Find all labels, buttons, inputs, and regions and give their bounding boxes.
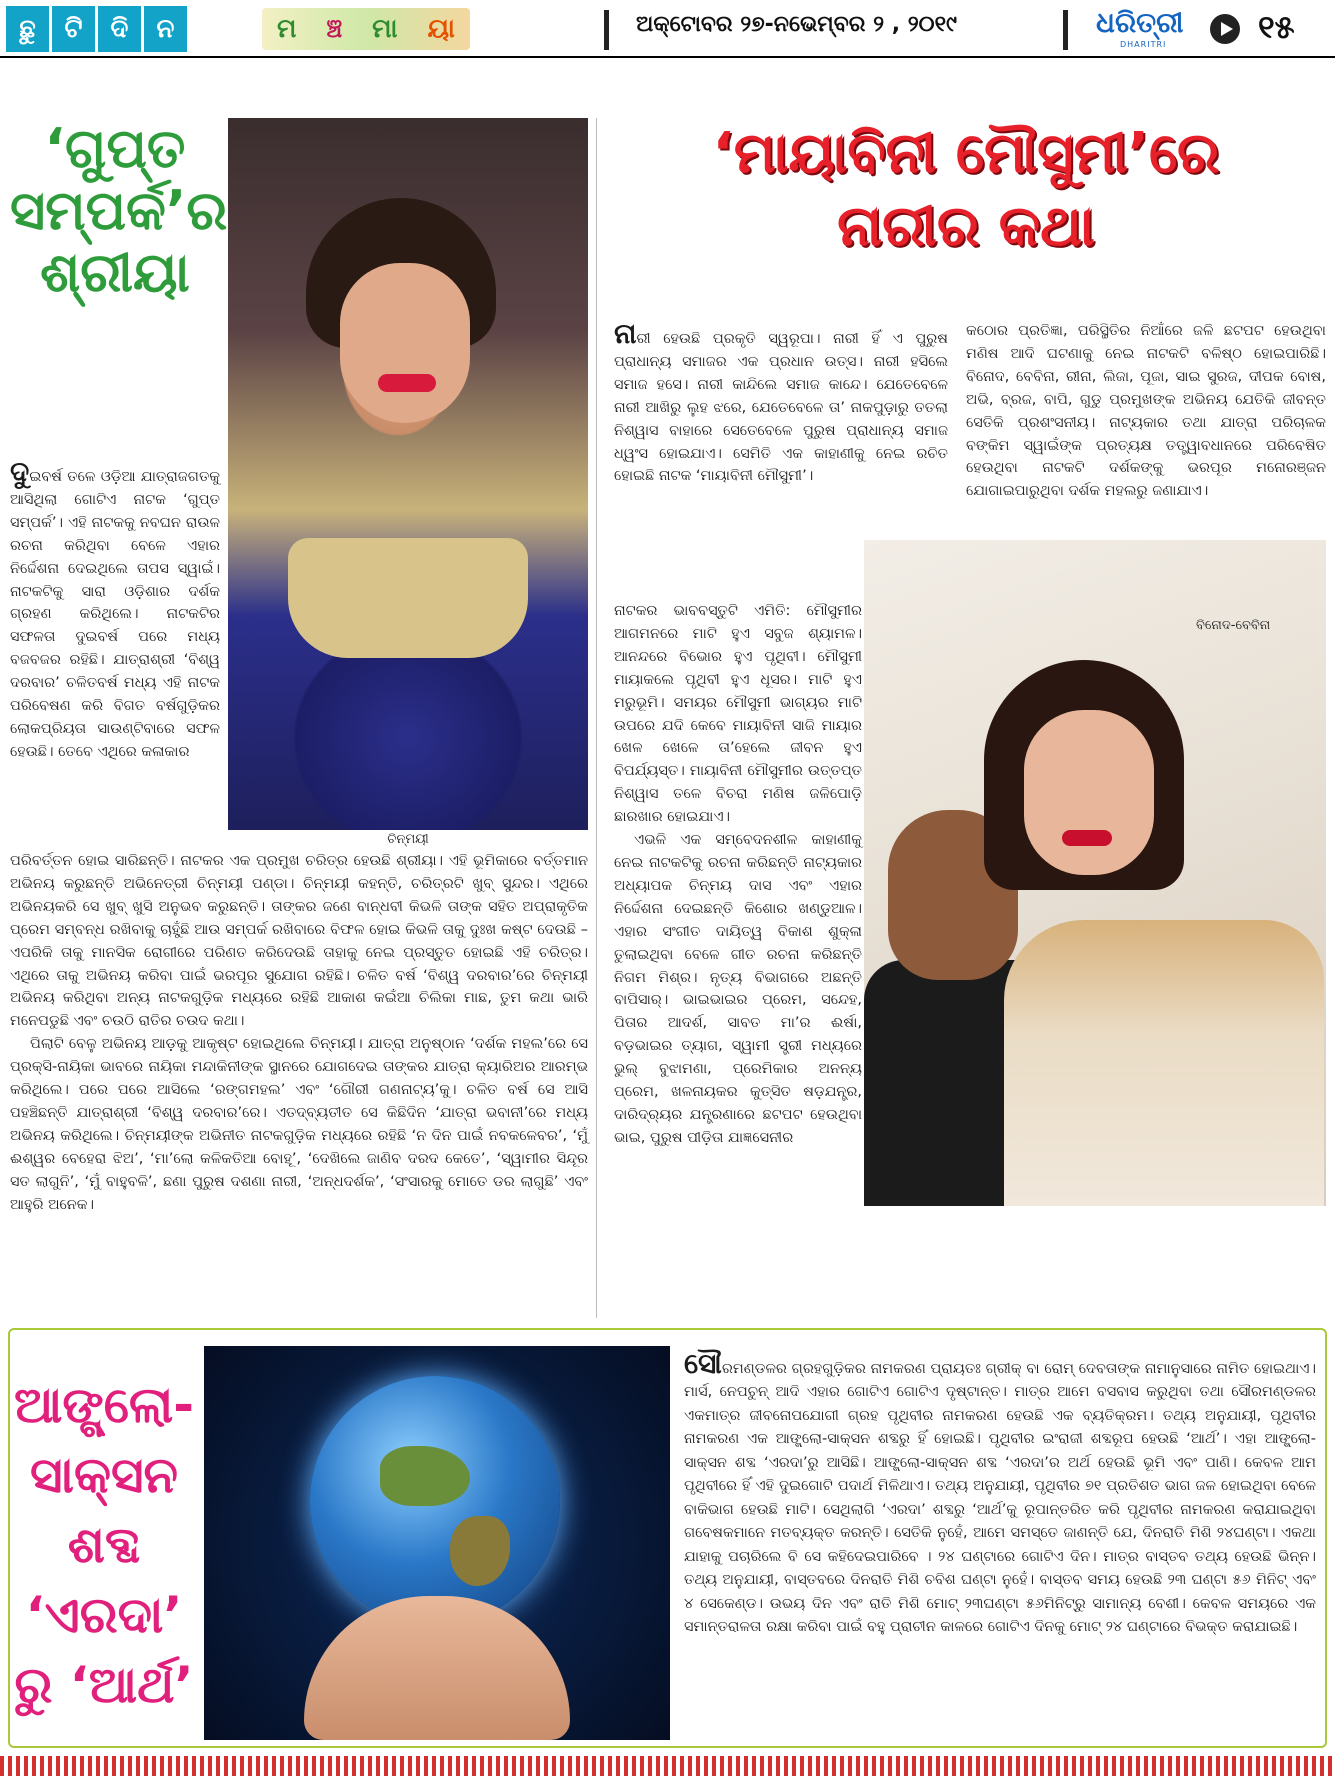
photo-caption: ଚିନ୍ମୟୀ bbox=[387, 832, 429, 847]
couple-photo bbox=[864, 540, 1326, 1206]
section-letter: ଛୁ bbox=[6, 6, 52, 52]
photo-woman-face bbox=[1024, 710, 1154, 875]
earth-globe bbox=[310, 1376, 560, 1626]
page-number: ୧୫ bbox=[1258, 8, 1295, 46]
supplement-letter: ମା bbox=[372, 13, 398, 44]
headline-line: ରୁ ‘ଆର୍ଥ’ bbox=[14, 1656, 194, 1714]
right-story-headline bbox=[606, 118, 1326, 264]
headline-line: ‘ଏରଦା’ bbox=[25, 1586, 183, 1644]
photo-caption: ବିନୋଦ-ବେବିନା bbox=[1196, 618, 1271, 633]
cupped-hands bbox=[304, 1596, 570, 1740]
column-divider bbox=[596, 118, 597, 1318]
headline-line: ସମ୍ପର୍କ’ର bbox=[10, 179, 228, 243]
page-footer-bar bbox=[0, 1756, 1335, 1776]
photo-woman-body bbox=[1004, 920, 1324, 1206]
play-icon bbox=[1210, 14, 1240, 44]
bottom-story-headline bbox=[14, 1370, 194, 1720]
section-letter: ଟି bbox=[52, 6, 98, 52]
right-story-column-2 bbox=[966, 320, 1326, 503]
right-story-column-narrow bbox=[614, 600, 862, 1150]
article-paragraph: ପରିବର୍ତ୍ତନ ହୋଇ ସାରିଛନ୍ତି। ନାଟକର ଏକ ପ୍ରମୁଖ ଚରିତ୍ର ହେଉଛି ଶ୍ରୀୟା। ଏହି ଭୂମିକାରେ ବର୍ତ୍ତମାନ ଅଭିନୟ କରୁଛନ୍ତି ଅଭିନେତ୍ରୀ ଚିନ୍ମୟୀ ପଣ୍ଡା। ଚିନ୍ମୟୀ କହନ୍ତି, ଚରିତ୍ରଟି ଖୁବ୍ ସୁନ୍ଦର। ଏଥିରେ ଅଭିନୟକରି ସେ ଖୁବ୍ ଖୁସି ଅନୁଭବ କରୁଛନ୍ତି। ତାଙ୍କର ଜଣେ ବାନ୍ଧବୀ କିଭଳି ତାଙ୍କ ସହିତ ଅପ୍ରାକୃତିକ ପ୍ରେମ ସମ୍ବନ୍ଧ ରଖିବାକୁ ଚାହୁଁଛି ଆଉ ସମ୍ପର୍କ ରଖିବାରେ ବିଫଳ ହୋଇ କିଭଳି ତାକୁ ଦୁଃଖ କଷ୍ଟ ଦେଉଛି – ଏପରିକି ତାକୁ ମାନସିକ ରୋଗୀରେ ପରିଣତ କରିଦେଉଛି ତାହାକୁ ନେଇ ପ୍ରସ୍ତୁତ ହୋଇଛି ଏହି ଚରିତ୍ର। ଏଥିରେ ତାକୁ ଅଭିନୟ କରିବା ପାଇଁ ଭରପୂର ସୁଯୋଗ ରହିଛି। ଚଳିତ ବର୍ଷ ‘ବିଶ୍ୱ ଦରବାର’ରେ ଚିନ୍ମୟୀ ଅଭିନୟ କରିଥିବା ଅନ୍ୟ ନାଟକଗୁଡ଼ିକ ମଧ୍ୟରେ ରହିଛି ଆକାଶ କଇଁଆ ଚିଲିକା ମାଛ, ତୁମ କଥା ଭାରି ମନେପଡୁଛି ଏବଂ ଚଉଠି ରାତିର ଚଉଦ କଥା। bbox=[10, 853, 588, 1030]
header-divider bbox=[1063, 10, 1068, 50]
dropcap: ଦୁ bbox=[10, 455, 30, 488]
dropcap: ନା bbox=[614, 317, 637, 350]
photo-lips bbox=[378, 374, 436, 392]
dropcap: ସୌ bbox=[684, 1347, 722, 1380]
headline-line: ‘ଗୁପ୍ତ bbox=[44, 117, 186, 180]
supplement-letter: ୟା bbox=[427, 13, 455, 44]
headline-line: ‘ମାୟାବିନୀ ମୌସୁମୀ’ରେ bbox=[712, 121, 1220, 186]
page-header bbox=[0, 0, 1335, 58]
article-paragraph: ନାଟକର ଭାବବସ୍ତୁଟି ଏମିତି: ମୌସୁମୀର ଆଗମନରେ ମାଟି ହୁଏ ସବୁଜ ଶ୍ୟାମଳ। ଆନନ୍ଦରେ ବିଭୋର ହୁଏ ପୃଥିବୀ। ମୌସୁମୀ ମାୟାକଲେ ପୃଥିବୀ ହୁଏ ଧୂସର। ମାଟି ହୁଏ ମରୁଭୂମି। ସମୟର ମୌସୁମୀ ଭାଗ୍ୟର ମାଟି ଉପରେ ଯଦି କେବେ ମାୟାବିନୀ ସାଜି ମାୟାର ଖେଳ ଖେଳେ ତା’ହେଲେ ଜୀବନ ହୁଏ ବିପର୍ଯ୍ୟସ୍ତ। ମାୟାବିନୀ ମୌସୁମୀର ଉତ୍ତପ୍ତ ନିଶ୍ୱାସ ତଳେ ବିଚରା ମଣିଷ ଜଳିପୋଡ଼ି ଛାରଖାର ହୋଇଯାଏ। bbox=[614, 603, 862, 826]
right-story-intro bbox=[614, 317, 948, 488]
section-letter: ଦି bbox=[98, 6, 144, 52]
supplement-letter: ଞ୍ଚ bbox=[326, 13, 343, 44]
bottom-story-body bbox=[684, 1347, 1316, 1640]
actress-photo bbox=[228, 118, 588, 830]
headline-line: ଶ୍ରୀୟା bbox=[40, 241, 190, 305]
supplement-logo-manchamaya bbox=[262, 8, 470, 50]
newspaper-logo-subtitle: DHARITRI bbox=[1120, 40, 1167, 49]
article-paragraph: କଠୋର ପ୍ରତିଜ୍ଞା, ପରିସ୍ଥିତିର ନିଆଁରେ ଜଳି ଛଟପଟ ହେଉଥିବା ମଣିଷ ଆଦି ଘଟଣାକୁ ନେଇ ନାଟକଟି ବଳିଷ୍ଠ ହୋଇପାରିଛି। ବିନୋଦ, ବେବିନା, ରୀନା, ଲିଜା, ପୂଜା, ସାଇ ସୁରଜ, ଦୀପକ ବୋଷ, ଅଭି, ବ୍ରଜ, ବାପି, ଗୁଡୁ ପ୍ରମୁଖଙ୍କ ଅଭିନୟ ଯେତିକି ଜୀବନ୍ତ ସେତିକି ପ୍ରଶଂସନୀୟ। ନାଟ୍ୟକାର ତଥା ଯାତ୍ରା ପରିଚାଳକ ବଙ୍କିମ ସ୍ୱାଇଁଙ୍କ ପ୍ରତ୍ୟକ୍ଷ ତତ୍ତ୍ୱାବଧାନରେ ପରିବେଷିତ ହେଉଥିବା ନାଟକଟି ଦର୍ଶକଙ୍କୁ ଭରପୂର ମନୋରଞ୍ଜନ ଯୋଗାଇପାରୁଥିବା ଦର୍ଶକ ମହଲରୁ ଜଣାଯାଏ। bbox=[966, 323, 1326, 500]
newspaper-logo: ଧରିତ୍ରୀ bbox=[1096, 6, 1184, 39]
globe-landmass bbox=[380, 1446, 470, 1506]
photo-dress bbox=[288, 538, 528, 658]
photo-woman-lips bbox=[1062, 830, 1112, 846]
issue-date: ଅକ୍ଟୋବର ୨୭-ନଭେମ୍ବର ୨ , ୨୦୧୯ bbox=[636, 12, 957, 37]
article-text: ରୀ ହେଉଛି ପ୍ରକୃତି ସ୍ୱରୂପା। ନାରୀ ହିଁ ଏ ପୁରୁଷ ପ୍ରାଧାନ୍ୟ ସମାଜର ଏକ ପ୍ରଧାନ ଉତ୍ସ। ନାରୀ ହସିଲେ ସମାଜ ହସେ। ନାରୀ କାନ୍ଦିଲେ ସମାଜ କାନ୍ଦେ। ଯେତେବେଳେ ନାରୀ ଆଖିରୁ ଲୁହ ଝରେ, ଯେତେବେଳେ ତା’ ନାକପୁଡ଼ାରୁ ତତଲା ନିଶ୍ୱାସ ବାହାରେ ସେତେବେଳେ ପୁରୁଷ ପ୍ରାଧାନ୍ୟ ସମାଜ ଧ୍ୱଂସ ହୋଇଯାଏ। ସେମିତି ଏକ କାହାଣୀକୁ ନେଇ ରଚିତ ହୋଇଛି ନାଟକ ‘ମାୟାବିନୀ ମୌସୁମୀ’। bbox=[614, 331, 948, 485]
article-text: ରମଣ୍ଡଳର ଗ୍ରହଗୁଡ଼ିକର ନାମକରଣ ପ୍ରାୟତଃ ଗ୍ରୀକ୍ ବା ରୋମ୍ ଦେବତାଙ୍କ ନାମାନୁସାରେ ନାମିତ ହୋଇଥାଏ। ମାର୍ସ, ନେପଚୁନ୍ ଆଦି ଏହାର ଗୋଟିଏ ଗୋଟିଏ ଦୃଷ୍ଟାନ୍ତ। ମାତ୍ର ଆମେ ବସବାସ କରୁଥିବା ତଥା ସୌରମଣ୍ଡଳର ଏକମାତ୍ର ଜୀବନୋପଯୋଗୀ ଗ୍ରହ ପୃଥିବୀର ନାମକରଣ ହେଉଛି ଏକ ବ୍ୟତିକ୍ରମ। ତଥ୍ୟ ଅନୁଯାୟୀ, ପୃଥିବୀର ନାମକରଣ ଏକ ଆଙ୍ଗ୍ଲୋ-ସାକ୍ସନ ଶବ୍ଦରୁ ହିଁ ହୋଇଛି। ପୃଥିବୀର ଇଂରାଜୀ ଶବ୍ଦରୂପ ହେଉଛି ‘ଆର୍ଥ’। ଏହା ଆଙ୍ଗ୍ଲୋ-ସାକ୍ସନ ଶବ୍ଦ ‘ଏରଦା’ରୁ ଆସିଛି। ଆଙ୍ଗ୍ଲୋ-ସାକ୍ସନ ଶବ୍ଦ ‘ଏରଦା’ର ଅର୍ଥ ହେଉଛି ଭୂମି ଏବଂ ପାଣି। କେବଳ ଆମ ପୃଥିବୀରେ ହିଁ ଏହି ଦୁଇଗୋଟି ପଦାର୍ଥ ମିଳିଥାଏ। ତଥ୍ୟ ଅନୁଯାୟୀ, ପୃଥିବୀର ୭୧ ପ୍ରତିଶତ ଭାଗ ଜଳ ହୋଇଥିବା ବେଳେ ବାକିଭାଗ ହେଉଛି ମାଟି। ସେଥିଲାଗି ‘ଏରଦା’ ଶବ୍ଦରୁ ‘ଆର୍ଥ’କୁ ରୂପାନ୍ତରିତ କରି ପୃଥିବୀର ନାମକରଣ କରାଯାଇଥିବା ଗବେଷକମାନେ ମତବ୍ୟକ୍ତ କରନ୍ତି। ସେତିକି ନୁହେଁ, ଆମେ ସମସ୍ତେ ଜାଣନ୍ତି ଯେ, ଦିନରାତି ମିଶି ୨୪ଘଣ୍ଟା। ଏକଥା ଯାହାକୁ ପଚାରିଲେ ବି ସେ କହିଦେଇପାରିବେ । ୨୪ ଘଣ୍ଟାରେ ଗୋଟିଏ ଦିନ। ମାତ୍ର ବାସ୍ତବ ତଥ୍ୟ ହେଉଛି ଭିନ୍ନ। ତଥ୍ୟ ଅନୁଯାୟୀ, ବାସ୍ତବରେ ଦିନରାତି ମିଶି ଚବିଶ ଘଣ୍ଟା ନୁହେଁ। ବାସ୍ତବ ସମୟ ହେଉଛି ୨୩ ଘଣ୍ଟା ୫୬ ମିନିଟ୍ ଏବଂ ୪ ସେକେଣ୍ଡ। ଉଭୟ ଦିନ ଏବଂ ରାତି ମିଶି ମୋଟ୍ ୨୩ଘଣ୍ଟା ୫୬ମିନିଟ୍‌ରୁ ସାମାନ୍ୟ ବେଶୀ। କେବଳ ସମୟରେ ଏକ ସମାନ୍ତରାଳତା ରକ୍ଷା କରିବା ପାଇଁ ବହୁ ପ୍ରାଚୀନ କାଳରେ ଗୋଟିଏ ଦିନକୁ ମୋଟ୍ ୨୪ ଘଣ୍ଟାରେ ବିଭକ୍ତ କରାଯାଇଛି। bbox=[684, 1361, 1316, 1636]
left-story-headline bbox=[10, 117, 228, 305]
earth-in-hands-photo bbox=[204, 1346, 670, 1740]
article-paragraph: ପିଲାଟି ବେଳୁ ଅଭିନୟ ଆଡ଼କୁ ଆକୃଷ୍ଟ ହୋଇଥିଲେ ଚିନ୍ମୟୀ। ଯାତ୍ରା ଅନୁଷ୍ଠାନ ‘ଦର୍ଶକ ମହଲ’ରେ ସେ ପ୍ରକ୍ସି-ନାୟିକା ଭାବରେ ନାୟିକା ମନ୍ଦାକିନୀଙ୍କ ସ୍ଥାନରେ ଯୋଗଦେଇ ତାଙ୍କର ଯାତ୍ରା କ୍ୟାରିଅର ଆରମ୍ଭ କରିଥିଲେ। ପରେ ପରେ ଆସିଲେ ‘ରଙ୍ଗମହଲ’ ଏବଂ ‘ଗୌରୀ ଗଣନାଟ୍ୟ’କୁ। ଚଳିତ ବର୍ଷ ସେ ଆସି ପହଞ୍ଚିଛନ୍ତି ଯାତ୍ରାଶ୍ରୀ ‘ବିଶ୍ୱ ଦରବାର’ରେ। ଏତଦ୍‌ବ୍ୟତୀତ ସେ କିଛିଦିନ ‘ଯାତ୍ରା ଭବାନୀ’ରେ ମଧ୍ୟ ଅଭିନୟ କରିଥିଲେ। ଚିନ୍ମୟୀଙ୍କ ଅଭିନୀତ ନାଟକଗୁଡ଼ିକ ମଧ୍ୟରେ ରହିଛି ‘ନ ଦିନ ପାଇଁ ନବକଳେବର’, ‘ମୁଁ ଈଶ୍ୱର ବେହେରା ଝିଅ’, ‘ମା’ଲୋ କଳିକତିଆ ବୋହୂ’, ‘ଦେଖିଲେ ଜାଣିବ ଦରଦ କେତେ’, ‘ସ୍ୱାମୀର ସିନ୍ଦୂର ସତ ଲାଗୁନି’, ‘ମୁଁ ବାହୁବଳି’, ଛଣା ପୁରୁଷ ଦଶଣା ନାରୀ, ‘ଅନ୍ଧଦର୍ଶକ’, ‘ସଂସାରକୁ ମୋତେ ଡର ଲାଗୁଛି’ ଏବଂ ଆହୁରି ଅନେକ। bbox=[10, 1036, 588, 1213]
section-title-chhutidina bbox=[6, 6, 190, 52]
article-paragraph: ଏଭଳି ଏକ ସମ୍ବେଦନଶୀଳ କାହାଣୀକୁ ନେଇ ନାଟକଟିକୁ ରଚନା କରିଛନ୍ତି ନାଟ୍ୟକାର ଅଧ୍ୟାପକ ଚିନ୍ମୟ ଦାସ ଏବଂ ଏହାର ନିର୍ଦ୍ଦେଶନା ଦେଇଛନ୍ତି କିଶୋର ଖଣ୍ଡୁଆଳ। ଏହାର ସଂଗୀତ ଦାୟିତ୍ୱ ବିକାଶ ଶୁକ୍ଳା ତୁଲାଇଥିବା ବେଳେ ଗୀତ ରଚନା କରିଛନ୍ତି ନିଗମ ମିଶ୍ର। ନୃତ୍ୟ ବିଭାଗରେ ଅଛନ୍ତି ବାପିସାର୍। ଭାଇଭାଇର ପ୍ରେମ, ସନ୍ଦେହ, ପିତାର ଆଦର୍ଶ, ସାବତ ମା’ର ଈର୍ଷା, ବଡ଼ଭାଇର ତ୍ୟାଗ, ସ୍ୱାମୀ ସ୍ତ୍ରୀ ମଧ୍ୟରେ ଭୁଲ୍ ବୁଝାମଣା, ପ୍ରେମିକାର ଅନନ୍ୟ ପ୍ରେମ, ଖଳନାୟକର କୁତ୍ସିତ ଷଡ଼ଯନ୍ତ୍ର, ଦାରିଦ୍ର୍ୟର ଯନ୍ତ୍ରଣାରେ ଛଟପଟ ହେଉଥିବା ଭାଇ, ପୁରୁଷ ପୀଡ଼ିତା ଯାଜ୍ଞସେନୀର bbox=[614, 832, 862, 1146]
headline-line: ନାରୀର କଥା bbox=[837, 193, 1095, 259]
left-story-column-wide bbox=[10, 850, 588, 1217]
left-story-column-narrow bbox=[10, 455, 220, 764]
section-letter: ନ bbox=[144, 6, 190, 52]
headline-line: ଆଙ୍ଗ୍ଲୋ- bbox=[14, 1376, 195, 1434]
globe-landmass bbox=[450, 1516, 510, 1586]
headline-line: ଶବ୍ଦ bbox=[67, 1516, 141, 1574]
headline-line: ସାକ୍ସନ bbox=[30, 1446, 178, 1504]
photo-face bbox=[340, 263, 470, 423]
article-text: ଇବର୍ଷ ତଳେ ଓଡ଼ିଆ ଯାତ୍ରାଜଗତକୁ ଆସିଥିଲା ଗୋଟିଏ ନାଟକ ‘ଗୁପ୍ତ ସମ୍ପର୍କ’। ଏହି ନାଟକକୁ ନବଘନ ରାଉଳ ରଚନା କରିଥିବା ବେଳେ ଏହାର ନିର୍ଦ୍ଦେଶନା ଦେଇଥିଲେ ତାପସ ସ୍ୱାଇଁ। ନାଟକଟିକୁ ସାରା ଓଡ଼ିଶାର ଦର୍ଶକ ଗ୍ରହଣ କରିଥିଲେ। ନାଟକଟିର ସଫଳତା ଦୁଇବର୍ଷ ପରେ ମଧ୍ୟ ବଜବଜର ରହିଛି। ଯାତ୍ରାଶ୍ରୀ ‘ବିଶ୍ୱ ଦରବାର’ ଚଳିତବର୍ଷ ମଧ୍ୟ ଏହି ନାଟକ ପରିବେଷଣ କରି ବିଗତ ବର୍ଷଗୁଡ଼ିକର ଲୋକପ୍ରିୟତା ସାଉଣ୍ଟିବାରେ ସଫଳ ହେଉଛି। ତେବେ ଏଥିରେ କଳାକାର bbox=[10, 469, 220, 760]
supplement-letter: ମ bbox=[277, 13, 297, 44]
header-divider bbox=[604, 10, 609, 50]
